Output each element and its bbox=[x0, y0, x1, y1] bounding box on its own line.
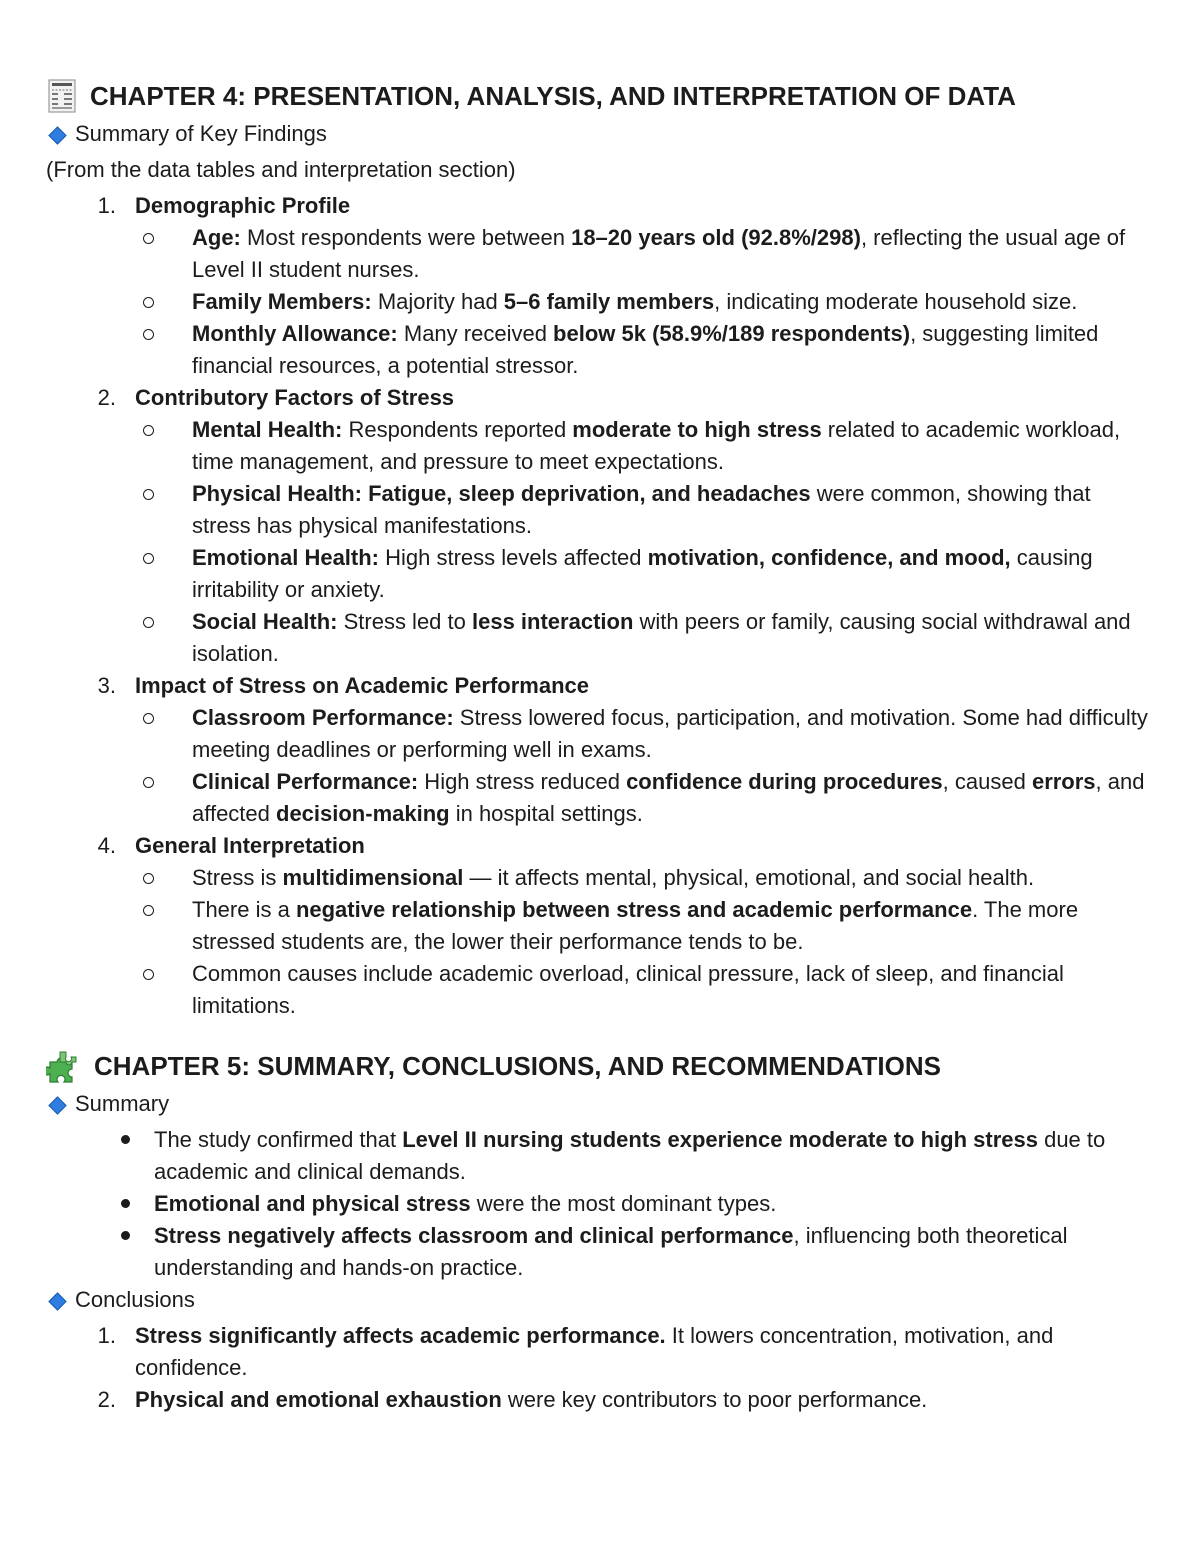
circle-bullet-icon bbox=[143, 905, 154, 916]
sub-label: Emotional Health: bbox=[192, 545, 380, 570]
bullet-emphasis: Stress negatively affects classroom and clinical performance bbox=[154, 1223, 794, 1248]
item-title: Contributory Factors of Stress bbox=[135, 385, 455, 410]
sub-item bbox=[46, 894, 1152, 958]
sub-text: Respondents reported bbox=[342, 417, 573, 442]
item-title: General Interpretation bbox=[135, 833, 365, 858]
sub-list bbox=[46, 702, 1152, 830]
summary-of-key-findings-text: Summary of Key Findings bbox=[75, 121, 327, 146]
sub-emphasis: motivation, confidence, and mood, bbox=[647, 545, 1011, 570]
sub-item bbox=[46, 766, 1152, 830]
sub-text: were common, showing that stress has physical manifestations. bbox=[192, 481, 1091, 538]
sub-text: in hospital settings. bbox=[449, 801, 643, 826]
circle-bullet-icon bbox=[143, 329, 154, 340]
item-number: 1. bbox=[97, 193, 116, 218]
receipt-icon bbox=[46, 79, 78, 113]
conclusions-heading bbox=[48, 1284, 1152, 1316]
circle-bullet-icon bbox=[143, 297, 154, 308]
bullet-emphasis: Level II nursing students experience moderate to high stress bbox=[402, 1127, 1038, 1152]
sub-text: with peers or family, causing social withdrawal and isolation. bbox=[192, 609, 1131, 666]
circle-bullet-icon bbox=[143, 969, 154, 980]
finding-item bbox=[46, 190, 1152, 222]
circle-bullet-icon bbox=[143, 553, 154, 564]
item-title: Impact of Stress on Academic Performance bbox=[135, 673, 590, 698]
finding-item bbox=[46, 670, 1152, 702]
sub-label: Classroom Performance: bbox=[192, 705, 454, 730]
sub-text: Many received bbox=[397, 321, 554, 346]
sub-text: , suggesting limited financial resources, a potential stressor. bbox=[192, 321, 1099, 378]
chapter-4-title bbox=[46, 78, 1152, 114]
bullet-dot-icon bbox=[121, 1199, 130, 1208]
item-number: 4. bbox=[97, 833, 116, 858]
conclusion-text: It lowers concentration, motivation, and confidence. bbox=[135, 1323, 1054, 1380]
summary-bullet bbox=[46, 1124, 1152, 1188]
bullet-text: The study confirmed that bbox=[154, 1127, 403, 1152]
sub-text: related to academic workload, time management, and pressure to meet expectations. bbox=[192, 417, 1121, 474]
sub-list bbox=[46, 414, 1152, 670]
sub-text: , caused bbox=[942, 769, 1032, 794]
conclusion-item bbox=[46, 1384, 1152, 1416]
sub-item bbox=[46, 318, 1152, 382]
sub-label: Family Members: bbox=[192, 289, 372, 314]
sub-emphasis: below 5k (58.9%/189 respondents) bbox=[553, 321, 911, 346]
sub-label: Age: bbox=[192, 225, 241, 250]
circle-bullet-icon bbox=[143, 873, 154, 884]
sub-item bbox=[46, 478, 1152, 542]
sub-label: Clinical Performance: bbox=[192, 769, 419, 794]
item-title: Demographic Profile bbox=[135, 193, 351, 218]
sub-text: High stress levels affected bbox=[379, 545, 648, 570]
finding-item bbox=[46, 830, 1152, 862]
sub-emphasis: multidimensional bbox=[282, 865, 464, 890]
item-number: 3. bbox=[97, 673, 116, 698]
puzzle-icon bbox=[46, 1048, 82, 1084]
circle-bullet-icon bbox=[143, 425, 154, 436]
sub-item bbox=[46, 222, 1152, 286]
bullet-text: were the most dominant types. bbox=[470, 1191, 777, 1216]
sub-text: Stress lowered focus, participation, and motivation. Some had difficulty meeting deadlines or performing well in exams. bbox=[192, 705, 1148, 762]
circle-bullet-icon bbox=[143, 777, 154, 788]
sub-text: . The more stressed students are, the lower their performance tends to be. bbox=[192, 897, 1079, 954]
sub-label: Physical Health: Fatigue, sleep deprivation, and headaches bbox=[192, 481, 811, 506]
summary-heading bbox=[48, 1088, 1152, 1120]
sub-text: Stress led to bbox=[337, 609, 472, 634]
conclusion-emphasis: Physical and emotional exhaustion bbox=[135, 1387, 502, 1412]
blue-diamond-icon bbox=[48, 126, 65, 143]
chapter-4-title-text: CHAPTER 4: PRESENTATION, ANALYSIS, AND INTERPRETATION OF DATA bbox=[90, 81, 1016, 111]
sub-label: Monthly Allowance: bbox=[192, 321, 398, 346]
sub-text: , reflecting the usual age of Level II student nurses. bbox=[192, 225, 1126, 282]
summary-heading-text: Summary bbox=[75, 1091, 170, 1116]
summary-bullet bbox=[46, 1188, 1152, 1220]
sub-text: , and affected bbox=[192, 769, 1145, 826]
sub-label: Mental Health: bbox=[192, 417, 343, 442]
summary-bullet bbox=[46, 1220, 1152, 1284]
bullet-dot-icon bbox=[121, 1231, 130, 1240]
sub-text: Common causes include academic overload, clinical pressure, lack of sleep, and financial limitations. bbox=[192, 961, 1064, 1018]
bullet-dot-icon bbox=[121, 1135, 130, 1144]
sub-item bbox=[46, 286, 1152, 318]
summary-of-key-findings-heading bbox=[48, 118, 1152, 150]
sub-item bbox=[46, 862, 1152, 894]
bullet-text: , influencing both theoretical understanding and hands-on practice. bbox=[154, 1223, 1068, 1280]
sub-text: Most respondents were between bbox=[240, 225, 572, 250]
finding-item bbox=[46, 382, 1152, 414]
sub-item bbox=[46, 542, 1152, 606]
sub-list bbox=[46, 862, 1152, 1022]
item-number: 1. bbox=[97, 1323, 116, 1348]
sub-item bbox=[46, 958, 1152, 1022]
sub-item bbox=[46, 414, 1152, 478]
sub-text: There is a bbox=[192, 897, 296, 922]
sub-emphasis: errors bbox=[1031, 769, 1096, 794]
sub-emphasis: confidence during procedures bbox=[626, 769, 943, 794]
conclusion-text: were key contributors to poor performance. bbox=[501, 1387, 928, 1412]
sub-emphasis: decision-making bbox=[276, 801, 450, 826]
item-number: 2. bbox=[97, 1387, 116, 1412]
bullet-text: due to academic and clinical demands. bbox=[154, 1127, 1106, 1184]
sub-text: High stress reduced bbox=[418, 769, 627, 794]
sub-text: causing irritability or anxiety. bbox=[192, 545, 1093, 602]
sub-emphasis: negative relationship between stress and academic performance bbox=[295, 897, 973, 922]
circle-bullet-icon bbox=[143, 617, 154, 628]
sub-emphasis: 5–6 family members bbox=[503, 289, 715, 314]
chapter-5-title-text: CHAPTER 5: SUMMARY, CONCLUSIONS, AND RECOMMENDATIONS bbox=[94, 1051, 941, 1081]
sub-text: — it affects mental, physical, emotional, and social health. bbox=[463, 865, 1035, 890]
sub-text: , indicating moderate household size. bbox=[714, 289, 1078, 314]
conclusion-item bbox=[46, 1320, 1152, 1384]
blue-diamond-icon bbox=[48, 1292, 65, 1309]
chapter-5-title bbox=[46, 1048, 1152, 1084]
sub-emphasis: less interaction bbox=[472, 609, 634, 634]
sub-list bbox=[46, 222, 1152, 382]
circle-bullet-icon bbox=[143, 233, 154, 244]
sub-emphasis: 18–20 years old (92.8%/298) bbox=[571, 225, 861, 250]
conclusions-heading-text: Conclusions bbox=[75, 1287, 195, 1312]
sub-text: Majority had bbox=[371, 289, 504, 314]
sub-label: Social Health: bbox=[192, 609, 338, 634]
source-note: (From the data tables and interpretation section) bbox=[46, 157, 516, 182]
item-number: 2. bbox=[97, 385, 116, 410]
bullet-emphasis: Emotional and physical stress bbox=[154, 1191, 471, 1216]
sub-emphasis: moderate to high stress bbox=[572, 417, 822, 442]
circle-bullet-icon bbox=[143, 489, 154, 500]
sub-item bbox=[46, 702, 1152, 766]
sub-text: Stress is bbox=[192, 865, 283, 890]
sub-item bbox=[46, 606, 1152, 670]
blue-diamond-icon bbox=[48, 1096, 65, 1113]
conclusion-emphasis: Stress significantly affects academic performance. bbox=[135, 1323, 666, 1348]
circle-bullet-icon bbox=[143, 713, 154, 724]
